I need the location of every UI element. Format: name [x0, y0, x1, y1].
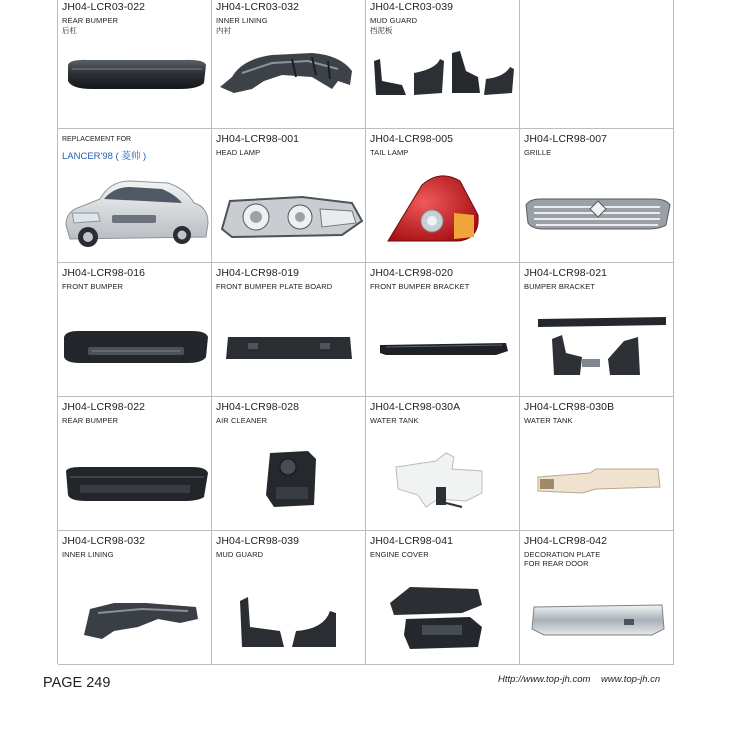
- part-code: JH04-LCR98-022: [62, 401, 146, 413]
- bumper-bracket-set-image: [520, 263, 674, 397]
- part-cell-front-bumper-plate-board[interactable]: [212, 263, 366, 397]
- part-name: FRONT BUMPER BRACKET: [370, 282, 470, 291]
- inner-lining-image: [58, 531, 212, 665]
- part-code: JH04-LCR03-039: [370, 1, 454, 13]
- part-code: JH04-LCR98-042: [524, 535, 608, 547]
- website-links: [498, 674, 668, 685]
- mud-guard-image: [212, 531, 366, 665]
- part-name: DECORATION PLATE FOR REAR DOOR: [524, 550, 601, 568]
- part-cell-water-tank-a[interactable]: [366, 397, 520, 531]
- part-code: JH04-LCR98-021: [524, 267, 608, 279]
- part-name: REAR BUMPER: [62, 16, 119, 25]
- part-cell-air-cleaner[interactable]: [212, 397, 366, 531]
- plate-board-image: [212, 263, 366, 397]
- part-cell-front-bumper[interactable]: [58, 263, 212, 397]
- head-lamp-image: [212, 129, 366, 263]
- part-code: JH04-LCR98-041: [370, 535, 454, 547]
- rear-bumper-image: [58, 0, 212, 129]
- empty-cell: [520, 0, 674, 129]
- air-cleaner-image: [212, 397, 366, 531]
- part-name: FRONT BUMPER PLATE BOARD: [216, 282, 333, 291]
- part-name-cn: 后杠: [62, 26, 77, 35]
- part-name: HEAD LAMP: [216, 148, 261, 157]
- part-name: MUD GUARD: [370, 16, 418, 25]
- part-name: REAR BUMPER: [62, 416, 119, 425]
- part-code: JH04-LCR98-005: [370, 133, 454, 145]
- part-name-cn: 内衬: [216, 26, 231, 35]
- website-link-cn[interactable]: www.top-jh.cn: [601, 674, 661, 685]
- website-link-com[interactable]: Http://www.top-jh.com: [498, 674, 591, 685]
- part-name-cn: 挡泥板: [370, 26, 393, 35]
- replacement-model: LANCER'98 ( 菱帅 ): [62, 151, 147, 162]
- part-code: JH04-LCR98-001: [216, 133, 300, 145]
- part-name: MUD GUARD: [216, 550, 264, 559]
- water-tank-a-image: [366, 397, 520, 531]
- part-cell-rear-bumper-lcr98[interactable]: [58, 397, 212, 531]
- part-cell-bumper-bracket[interactable]: [520, 263, 674, 397]
- part-code: JH04-LCR98-032: [62, 535, 146, 547]
- part-cell-mud-guard-lcr98[interactable]: [212, 531, 366, 665]
- part-cell-inner-lining-lcr03[interactable]: [212, 0, 366, 129]
- rear-bumper-image: [58, 397, 212, 531]
- decoration-plate-image: [520, 531, 674, 665]
- part-cell-head-lamp[interactable]: [212, 129, 366, 263]
- part-code: JH04-LCR98-030B: [524, 401, 615, 413]
- part-code: JH04-LCR98-019: [216, 267, 300, 279]
- part-cell-front-bumper-bracket[interactable]: [366, 263, 520, 397]
- part-code: JH04-LCR98-028: [216, 401, 300, 413]
- part-code: JH04-LCR98-020: [370, 267, 454, 279]
- inner-lining-image: [212, 0, 366, 129]
- part-name: AIR CLEANER: [216, 416, 268, 425]
- replacement-lancer-cell: [58, 129, 212, 263]
- part-code: JH04-LCR98-030A: [370, 401, 461, 413]
- parts-catalog-grid: [57, 0, 675, 664]
- bumper-bracket-image: [366, 263, 520, 397]
- mud-guard-image: [366, 0, 520, 129]
- part-cell-mud-guard-lcr03[interactable]: [366, 0, 520, 129]
- part-cell-rear-bumper-lcr03[interactable]: [58, 0, 212, 129]
- part-name: ENGINE COVER: [370, 550, 429, 559]
- part-code: JH04-LCR98-039: [216, 535, 300, 547]
- part-name: INNER LINING: [62, 550, 114, 559]
- part-cell-water-tank-b[interactable]: [520, 397, 674, 531]
- page-number: PAGE 249: [43, 675, 111, 691]
- front-bumper-image: [58, 263, 212, 397]
- part-cell-tail-lamp[interactable]: [366, 129, 520, 263]
- replacement-title: REPLACEMENT FOR: [62, 136, 132, 143]
- grille-image: [520, 129, 674, 263]
- tail-lamp-image: [366, 129, 520, 263]
- part-cell-inner-lining-lcr98[interactable]: [58, 531, 212, 665]
- part-name: TAIL LAMP: [370, 148, 409, 157]
- part-name: FRONT BUMPER: [62, 282, 124, 291]
- part-name: GRILLE: [524, 148, 552, 157]
- water-tank-b-image: [520, 397, 674, 531]
- part-name: INNER LINING: [216, 16, 268, 25]
- part-code: JH04-LCR98-016: [62, 267, 146, 279]
- part-code: JH04-LCR03-032: [216, 1, 300, 13]
- part-name: WATER TANK: [370, 416, 419, 425]
- part-cell-grille[interactable]: [520, 129, 674, 263]
- part-cell-decoration-plate[interactable]: [520, 531, 674, 665]
- part-code: JH04-LCR03-022: [62, 1, 146, 13]
- part-name: WATER TANK: [524, 416, 573, 425]
- part-cell-engine-cover[interactable]: [366, 531, 520, 665]
- engine-cover-image: [366, 531, 520, 665]
- part-name: BUMPER BRACKET: [524, 282, 595, 291]
- lancer-car-image: [58, 129, 212, 263]
- part-code: JH04-LCR98-007: [524, 133, 608, 145]
